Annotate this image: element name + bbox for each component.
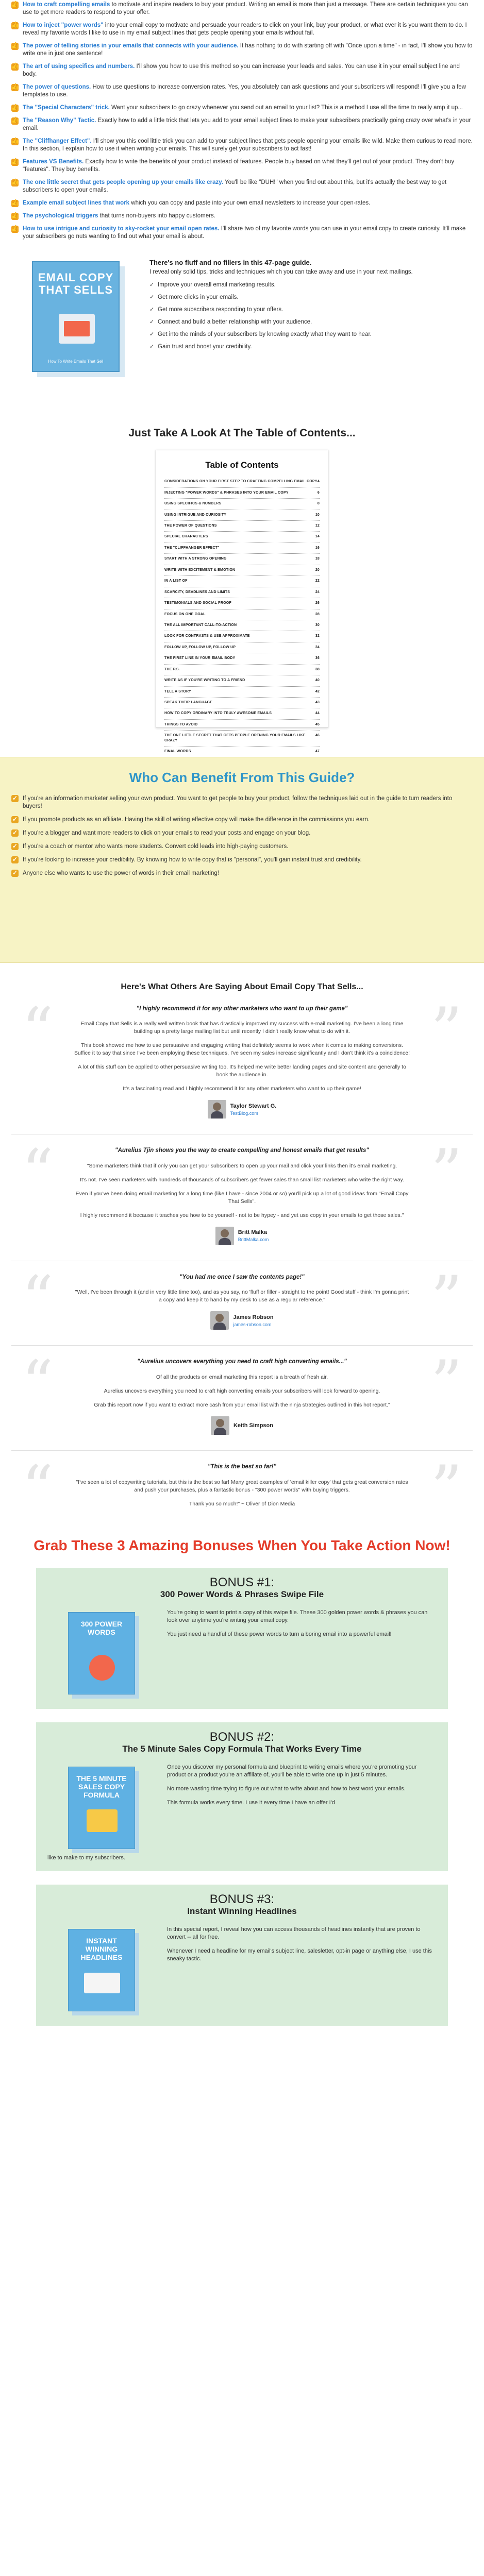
toc-chapter: USING SPECIFICS & NUMBERS — [164, 502, 222, 506]
toc-page: 24 — [315, 590, 320, 594]
author-name: Taylor Stewart G. — [230, 1103, 277, 1109]
testimonial-text: Even if you've been doing email marketing for a long time (like I have - since 2004 or so) you'll pick up a lot of good ideas from "Email Copy That Sells". — [75, 1190, 409, 1205]
toc-chapter: TELL A STORY — [164, 689, 191, 693]
benefit-item: If you're looking to increase your credibility. By knowing how to write copy that is "personal", you'll gain instant trust and credibility. ✓ — [11, 856, 473, 864]
feature-bold: Features VS Benefits. — [23, 159, 84, 165]
feature-desc: Exactly how to write the benefits of your product instead of features. People buy based on what they'll get out of your product. They don't buy "features". They buy benefits. — [23, 159, 455, 173]
testimonial — [11, 1137, 473, 1245]
toc-page: 10 — [315, 513, 320, 517]
bonus-card — [36, 1568, 448, 1709]
toc-row — [164, 477, 320, 487]
benefit-item: If you're a blogger and want more readers to click on your emails to read your posts and engage on your blog. ✓ — [11, 829, 473, 837]
bonus-cover-title: 300 POWER WORDS — [80, 1619, 123, 1636]
toc-chapter: FOCUS ON ONE GOAL — [164, 612, 206, 616]
close-quote-icon: ” — [430, 1453, 462, 1524]
author-info — [230, 1103, 277, 1116]
feature-item — [11, 179, 473, 194]
testimonial-text: Thank you so much!" ~ Oliver of Dion Media — [189, 1500, 295, 1507]
author-info — [233, 1314, 273, 1328]
author-info — [238, 1229, 269, 1243]
feature-text — [23, 225, 473, 241]
testimonial-text: I highly recommend it because it teaches you how to be yourself - not to be hypey - and yet use copy in your emails to get those sales." — [80, 1212, 404, 1218]
toc-chapter: TESTIMONIALS AND SOCIAL PROOF — [164, 601, 231, 605]
thumbs-up-icon — [11, 117, 19, 125]
feature-bold: The "Special Characters" trick. — [23, 105, 110, 111]
toc-page: 34 — [315, 645, 320, 649]
benefit-heading: Who Can Benefit From This Guide? — [129, 770, 355, 786]
ebook-cover-image — [32, 261, 120, 372]
product-bullet: ✓ Get into the minds of your subscribers by knowing exactly what they want to hear. — [149, 331, 473, 338]
toc-page: 28 — [315, 612, 320, 616]
close-quote-icon: ” — [430, 1348, 462, 1420]
toc-row — [164, 731, 320, 747]
avatar — [215, 1227, 234, 1245]
thumbs-up-icon — [11, 63, 19, 71]
toc-page: 14 — [315, 535, 320, 539]
avatar — [210, 1311, 229, 1330]
toc-chapter: IN A LIST OF — [164, 579, 188, 583]
feature-item — [11, 1, 473, 16]
toc-page: 22 — [315, 579, 320, 583]
testimonial — [11, 1263, 473, 1335]
toc-page: 26 — [315, 601, 320, 605]
feature-bold: The psychological triggers — [23, 213, 98, 219]
testimonial-author — [73, 1416, 411, 1435]
bonus-text: You just need a handful of these power words to turn a boring email into a powerful email! — [167, 1631, 392, 1637]
divider — [11, 1450, 473, 1451]
toc-page: 30 — [315, 623, 320, 627]
feature-text — [23, 199, 370, 207]
toc-chapter: WRITE AS IF YOU'RE WRITING TO A FRIEND — [164, 679, 245, 683]
thumbs-up-icon — [11, 226, 19, 233]
author-site-link[interactable]: TestBlog.com — [230, 1110, 258, 1116]
toc-page: 43 — [315, 701, 320, 705]
open-quote-icon: “ — [22, 994, 54, 1066]
testimonial-author — [73, 1227, 411, 1245]
author-name: Britt Malka — [238, 1229, 267, 1236]
bonus-cover — [47, 1924, 161, 2016]
toc-page: 42 — [315, 689, 320, 693]
feature-desc: Exactly how to add a little trick that lets you add to your email subject lines to make your subscribers practically going crazy over what's in your email. — [23, 117, 471, 131]
feature-item — [11, 225, 473, 241]
toc-chapter: FINAL WORDS — [164, 750, 191, 754]
testimonial-text: Grab this report now if you want to extract more cash from your email list with the ninja strategies outlined in this hot report." — [94, 1402, 390, 1408]
feature-text — [23, 83, 473, 99]
author-name: James Robson — [233, 1314, 274, 1320]
toc-chapter: THE P.S. — [164, 667, 180, 671]
toc-chapter: THE FIRST LINE IN YOUR EMAIL BODY — [164, 656, 236, 660]
toc-row — [164, 642, 320, 653]
testimonial-author — [73, 1311, 411, 1330]
bonus-name: The 5 Minute Sales Copy Formula That Works Every Time — [122, 1743, 362, 1754]
testimonial-headline: "This is the best so far!" — [208, 1464, 276, 1470]
toc-row — [164, 554, 320, 565]
benefit-item: If you're an information marketer selling your own product. You want to get people to buy your product, follow the techniques laid out in the guide to turn readers into buyers! ✓ — [11, 795, 473, 810]
bonus-cover-illustration-icon — [84, 1973, 120, 1993]
toc-image — [156, 450, 328, 754]
bonus-cover-image — [68, 1767, 135, 1849]
feature-item — [11, 117, 473, 132]
product-bullet: ✓ Get more clicks in your emails. — [149, 294, 473, 301]
testimonial — [11, 994, 473, 1119]
toc-chapter: SPEAK THEIR LANGUAGE — [164, 701, 213, 705]
testimonial-text: "I've seen a lot of copywriting tutorials, but this is the best so far! Many great examples of 'email killer copy' that gets great conversion rates and push your purchases, plus a fantastic bonus - "300 power words" with buying triggers. — [76, 1479, 408, 1493]
bonus-label: BONUS #3: — [209, 1892, 275, 1906]
feature-bold: Example email subject lines that work — [23, 200, 130, 206]
toc-rows — [164, 477, 320, 757]
testimonial-text: Of all the products on email marketing this report is a breath of fresh air. — [156, 1374, 328, 1380]
bonus-row — [47, 1761, 437, 1854]
bonus-cover-illustration-icon — [89, 1655, 115, 1681]
bonus-text: You're going to want to print a copy of this swipe file. These 300 golden power words & phrases you can look over anytime you're writing your email copy. — [167, 1609, 428, 1623]
open-quote-icon: “ — [22, 1263, 54, 1335]
toc-chapter: CONSIDERATIONS ON YOUR FIRST STEP TO CRAFTING COMPELLING EMAIL COPY — [164, 480, 318, 484]
toc-chapter: THINGS TO AVOID — [164, 722, 198, 726]
feature-bold: How to use intrigue and curiosity to sky-rocket your email open rates. — [23, 226, 220, 232]
testimonials-list — [0, 994, 484, 1524]
open-quote-icon: “ — [22, 1348, 54, 1420]
toc-row — [164, 532, 320, 543]
testimonial-text: It's a fascinating read and I highly recommend it for any other marketers who want to up their game! — [123, 1086, 361, 1092]
thumbs-up-icon — [11, 213, 19, 220]
bonus-text: In this special report, I reveal how you can access thousands of headlines instantly that are proven to convert -- all for free. — [167, 1926, 421, 1940]
product-bullet: ✓ Get more subscribers responding to your offers. — [149, 306, 473, 314]
thumbs-up-icon — [11, 84, 19, 91]
toc-row — [164, 653, 320, 664]
open-quote-icon: “ — [22, 1453, 54, 1524]
toc-chapter: THE POWER OF QUESTIONS — [164, 524, 217, 528]
bonuses-heading: Grab These 3 Amazing Bonuses When You Take Action Now! — [34, 1537, 450, 1553]
product-bullet: ✓ Connect and build a better relationship with your audience. — [149, 318, 473, 326]
feature-text — [23, 104, 463, 112]
feature-item — [11, 104, 473, 112]
toc-heading: Just Take A Look At The Table of Contents... — [128, 427, 356, 439]
benefit-list — [11, 795, 473, 877]
toc-chapter: LOOK FOR CONTRASTS & USE APPROXIMATE — [164, 634, 250, 638]
bonus-description — [161, 1607, 437, 1700]
bonus-cover-image — [68, 1612, 135, 1694]
mail-illustration-icon — [59, 314, 95, 344]
bonus-label: BONUS #2: — [209, 1730, 275, 1744]
bonus-row — [47, 1607, 437, 1700]
divider — [11, 1345, 473, 1346]
testimonial-headline: "I highly recommend it for any other marketers who want to up their game" — [136, 1005, 348, 1012]
thumbs-up-icon — [11, 200, 19, 207]
feature-desc: I'll show you this cool little trick you can add to your subject lines that gets people opening your emails like wild. Make them curious to read more. In this section, I explain how to use it when writing your emails. This will surely get your subscribers to act fast! — [23, 138, 473, 152]
toc-page: 38 — [315, 667, 320, 671]
toc-row — [164, 665, 320, 675]
testimonial-text: Aurelius uncovers everything you need to craft high converting emails your subscribers will look forward to opening. — [104, 1388, 380, 1394]
bonus-text: This formula works every time. I use it every time I have an offer I'd — [167, 1799, 335, 1806]
thumbs-up-icon — [11, 22, 19, 29]
testimonial-text: This book showed me how to use persuasive and engaging writing that definitely seems to work when it comes to making conversions. Suffice it to say that since I've been employing these techniques, I've seen my sales increase significantly and I don't think it's a coincidence! — [74, 1042, 410, 1057]
feature-text — [23, 63, 473, 78]
testimonials-heading: Here's What Others Are Saying About Email Copy That Sells... — [121, 982, 363, 992]
toc-row — [164, 499, 320, 510]
close-quote-icon: ” — [430, 1263, 462, 1335]
toc-row — [164, 687, 320, 698]
feature-item — [11, 63, 473, 78]
toc-page: 44 — [315, 711, 320, 716]
feature-item — [11, 138, 473, 153]
feature-bold: The "Reason Why" Tactic. — [23, 117, 96, 124]
bonus-text: Once you discover my personal formula and blueprint to writing emails where you're promoting your product or a product you're an affiliate of, you'll be able to write one up in just 5 minutes. — [167, 1764, 417, 1778]
testimonial-headline: "Aurelius Tjin shows you the way to create compelling and honest emails that get results" — [115, 1147, 369, 1154]
feature-text — [23, 22, 473, 37]
feature-desc: I'll show you how to use this method so you can increase your leads and sales. You can use it in your email subject line and body. — [23, 63, 460, 77]
feature-item — [11, 158, 473, 174]
benefit-item: Anyone else who wants to use the power of words in their email marketing! ✓ — [11, 870, 473, 877]
bonus-card — [36, 1885, 448, 2026]
toc-page: 40 — [315, 679, 320, 683]
bonuses-list — [0, 1568, 484, 2026]
feature-text — [23, 1, 473, 16]
toc-page: 6 — [317, 490, 320, 495]
bonus-cover-illustration-icon — [87, 1809, 118, 1832]
benefit-item: If you're a coach or mentor who wants more students. Convert cold leads into high-paying customers. ✓ — [11, 843, 473, 851]
product-heading: There's no fluff and no fillers in this 47-page guide. — [149, 259, 312, 266]
toc-page: 45 — [315, 722, 320, 726]
product-bullet: ✓ Improve your overall email marketing results. — [149, 281, 473, 289]
toc-row — [164, 598, 320, 609]
toc-chapter: WRITE WITH EXCITEMENT & EMOTION — [164, 568, 236, 572]
toc-row — [164, 521, 320, 532]
bonus-description — [161, 1924, 437, 2016]
feature-item — [11, 212, 473, 220]
testimonial-text: A lot of this stuff can be applied to other persuasive writing too. It's helped me write better landing pages and site content and generally to hook the audience in. — [78, 1064, 406, 1078]
author-name: Keith Simpson — [233, 1422, 273, 1429]
thumbs-up-icon — [11, 43, 19, 50]
bonus-text: No more wasting time trying to figure out what to write about and how to best word your emails. — [167, 1785, 406, 1792]
testimonial — [11, 1453, 473, 1524]
bonus-description — [161, 1761, 437, 1854]
product-bullets — [149, 281, 473, 351]
author-site-link[interactable]: BrittMalka.com — [238, 1237, 269, 1243]
toc-page: 36 — [315, 656, 320, 660]
feature-desc: I'll share two of my favorite words you can use in your email copy to create curiosity. It'll make your subscribers go nuts wanting to find out what your email is about. — [23, 226, 466, 240]
testimonial-text: It's not. I've seen marketers with hundreds of thousands of subscribers get fewer sales than small list marketers who write the right way. — [80, 1176, 404, 1183]
feature-desc: that turns non-buyers into happy customers. — [98, 213, 215, 219]
toc-chapter: FOLLOW UP, FOLLOW UP, FOLLOW UP — [164, 645, 236, 649]
toc-page: 32 — [315, 634, 320, 638]
feature-text — [23, 117, 473, 132]
feature-item — [11, 22, 473, 37]
feature-text — [23, 158, 473, 174]
feature-list — [0, 0, 484, 241]
feature-bold: The one little secret that gets people opening up your emails like crazy. — [23, 179, 223, 185]
benefit-item: If you promote products as an affiliate. Having the skill of writing effective copy will make the difference in the commissions you earn. ✓ — [11, 816, 473, 824]
feature-bold: The "Cliffhanger Effect". — [23, 138, 92, 144]
toc-row — [164, 708, 320, 719]
testimonial-text: Email Copy that Sells is a really well written book that has drastically improved my success with e-mail marketing. I've been a long time building up a pretty large mailing list but until recently I didn't really know what to do with it. — [80, 1021, 404, 1035]
bonus-cover — [47, 1607, 161, 1700]
toc-page: 12 — [315, 524, 320, 528]
bonus-cover — [47, 1761, 161, 1854]
feature-desc: to motivate and inspire readers to buy your product. Writing an email is more than just a message. There are certain techniques you can use to get more readers to respond to your offer. — [23, 2, 468, 15]
toc-page: 20 — [315, 568, 320, 572]
open-quote-icon: “ — [22, 1137, 54, 1209]
ebook-cover-title: EMAIL COPY THAT SELLS — [38, 271, 114, 296]
feature-bold: How to inject "power words" — [23, 22, 104, 28]
bonus-name: 300 Power Words & Phrases Swipe File — [160, 1589, 324, 1599]
toc-chapter: THE ONE LITTLE SECRET THAT GETS PEOPLE OPENING YOUR EMAILS LIKE CRAZY — [164, 734, 306, 742]
toc-page: 16 — [315, 546, 320, 550]
feature-bold: The power of telling stories in your emails that connects with your audience. — [23, 43, 239, 49]
thumbs-up-icon — [11, 105, 19, 112]
bonus-row — [47, 1924, 437, 2016]
author-site-link[interactable]: james-robson.com — [233, 1321, 272, 1327]
feature-item — [11, 42, 473, 58]
feature-desc: which you can copy and paste into your own email newsletters to increase your open-rates. — [129, 200, 371, 206]
toc-row — [164, 620, 320, 631]
bonus-name: Instant Winning Headlines — [187, 1906, 297, 1916]
avatar — [211, 1416, 229, 1435]
avatar — [208, 1100, 226, 1118]
product-description — [135, 256, 473, 416]
feature-bold: The art of using specifics and numbers. — [23, 63, 135, 70]
toc-page: 8 — [317, 502, 320, 506]
feature-text — [23, 179, 473, 194]
feature-bold: The power of questions. — [23, 84, 91, 90]
bonus-cover-image — [68, 1929, 135, 2011]
toc-page: 4 — [317, 480, 320, 484]
thumbs-up-icon — [11, 2, 19, 9]
toc-box-title: Table of Contents — [205, 460, 279, 470]
toc-page: 47 — [315, 750, 320, 754]
bonus-cover-title: THE 5 MINUTE SALES COPY FORMULA — [76, 1774, 127, 1799]
feature-text — [23, 138, 473, 153]
testimonial-text: "Well, I've been through it (and in very little time too), and as you say, no 'fluff or filler - straight to the point! Good stuff - think I'm gonna print a copy and keep it to hand by my desk to use as a regular reference." — [75, 1289, 409, 1303]
testimonial-headline: "Aurelius uncovers everything you need to craft high converting emails..." — [137, 1359, 347, 1365]
toc-page: 46 — [315, 734, 320, 738]
feature-desc: How to use questions to increase conversion rates. Yes, you absolutely can ask questions and your subscribers will respond! I'll give you a few templates to use. — [23, 84, 466, 98]
thumbs-up-icon — [11, 159, 19, 166]
toc-chapter: START WITH A STRONG OPENING — [164, 557, 227, 561]
toc-row — [164, 609, 320, 620]
feature-text — [23, 212, 215, 220]
toc-chapter: THE ALL IMPORTANT CALL-TO-ACTION — [164, 623, 237, 627]
benefit-section — [0, 757, 484, 963]
toc-row — [164, 587, 320, 598]
product-bullet: ✓ Gain trust and boost your credibility. — [149, 343, 473, 351]
toc-row — [164, 510, 320, 521]
toc-row — [164, 675, 320, 686]
feature-desc: Want your subscribers to go crazy whenever you send out an email to your list? This is a method I use all the time to really amp it up... — [109, 105, 463, 111]
feature-desc: into your email copy to motivate and persuade your readers to click on your link, buy your product, or what ever it is you want them to do. I reveal my favorite words I like to use in my email subject lines that gets people opening your emails without fail. — [23, 22, 467, 36]
toc-page: 18 — [315, 557, 320, 561]
bonus-text-continued: like to make to my subscribers. — [47, 1854, 125, 1861]
toc-row — [164, 565, 320, 576]
toc-chapter: INJECTING "POWER WORDS" & PHRASES INTO YOUR EMAIL COPY — [164, 490, 289, 495]
bonus-text: Whenever I need a headline for my email's subject line, salesletter, opt-in page or anything else, I use this sneaky tactic. — [167, 1947, 432, 1962]
ebook-cover-footer: How To Write Emails That Sell — [48, 359, 104, 364]
toc-chapter: USING INTRIGUE AND CURIOSITY — [164, 513, 227, 517]
thumbs-up-icon — [11, 179, 19, 187]
toc-row — [164, 631, 320, 642]
feature-desc: It has nothing to do with starting off with "Once upon a time" - in fact, I'll show you how to write one in just one sentence! — [23, 43, 473, 57]
toc-row — [164, 698, 320, 708]
testimonial — [11, 1348, 473, 1435]
feature-bold: How to craft compelling emails — [23, 2, 110, 8]
bonus-card — [36, 1722, 448, 1871]
ebook-cover — [22, 256, 135, 385]
feature-text — [23, 42, 473, 58]
toc-chapter: SPECIAL CHARACTERS — [164, 535, 208, 539]
feature-item — [11, 83, 473, 99]
bonus-label: BONUS #1: — [209, 1575, 275, 1589]
toc-row — [164, 576, 320, 587]
toc-chapter: HOW TO COPY ORDINARY INTO TRULY AWESOME EMAILS — [164, 711, 272, 716]
toc-row — [164, 543, 320, 554]
testimonial-author — [73, 1100, 411, 1118]
close-quote-icon: ” — [430, 1137, 462, 1209]
product-intro: I reveal only solid tips, tricks and techniques which you can take away and use in your next mailings. — [149, 268, 413, 275]
testimonial-text: "Some marketers think that if only you can get your subscribers to open up your mail and click your links then it's email marketing. — [87, 1162, 397, 1169]
close-quote-icon: ” — [430, 994, 462, 1066]
bonus-cover-title: INSTANT WINNING HEADLINES — [80, 1936, 123, 1961]
author-info — [233, 1422, 273, 1430]
feature-desc: You'll be like "DUH!" when you find out about this, but it's actually the best way to get subscribers to open your emails. — [23, 179, 447, 193]
toc-chapter: THE "CLIFFHANGER EFFECT" — [164, 546, 220, 550]
thumbs-up-icon — [11, 138, 19, 145]
toc-row — [164, 488, 320, 499]
feature-item — [11, 199, 473, 207]
toc-chapter: SCARCITY, DEADLINES AND LIMITS — [164, 590, 230, 594]
toc-row — [164, 720, 320, 731]
toc-row — [164, 747, 320, 757]
product-section — [0, 246, 484, 416]
testimonial-headline: "You had me once I saw the contents page!" — [179, 1274, 305, 1280]
